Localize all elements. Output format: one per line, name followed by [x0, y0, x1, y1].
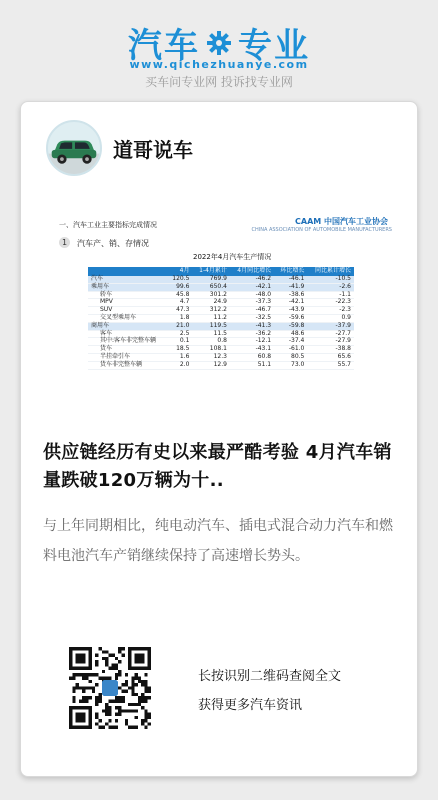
brand-title-left: 汽车 [128, 26, 200, 66]
green-car-avatar-icon [48, 122, 100, 174]
table-cell: MPV [88, 299, 167, 307]
table-cell: 769.9 [192, 276, 229, 283]
table-cell: -12.1 [230, 338, 274, 346]
table-cell: 轿车 [88, 291, 167, 299]
table-cell: 99.6 [167, 283, 193, 291]
table-cell: 73.0 [274, 361, 307, 369]
table-cell: -38.6 [274, 291, 307, 299]
table-row [88, 361, 354, 369]
table-header-cell: 1-4月累计 [192, 267, 229, 276]
table-row [88, 322, 354, 330]
table-cell: 120.5 [167, 276, 193, 283]
table-cell: SUV [88, 307, 167, 315]
table-cell: 119.5 [192, 322, 229, 330]
qr-code-icon[interactable] [69, 647, 151, 729]
caam-logo-text: CHINA ASSOCIATION OF AUTOMOBILE MANUFACTURERS [251, 227, 392, 233]
gear-icon [206, 30, 232, 56]
table-cell: 货车非完整车辆 [88, 361, 167, 369]
table-cell: 11.5 [192, 330, 229, 338]
table-cell: -27.9 [307, 338, 354, 346]
table-cell: -42.1 [274, 299, 307, 307]
doc-table-title: 2022年4月汽车生产情况 [193, 253, 272, 261]
table-cell: 65.6 [307, 354, 354, 362]
table-header-cell: 同比累计增长 [307, 267, 354, 276]
table-cell: -37.4 [274, 338, 307, 346]
table-cell: 货车 [88, 346, 167, 354]
table-header-cell: 4月 [167, 267, 193, 276]
table-cell: 312.2 [192, 307, 229, 315]
table-cell: -61.0 [274, 346, 307, 354]
table-cell: -43.1 [230, 346, 274, 354]
qr-cta-line2: 获得更多汽车资讯 [198, 698, 303, 713]
table-cell: 0.9 [307, 315, 354, 323]
table-cell: 108.1 [192, 346, 229, 354]
brand-domain: www.qichezhuanye.com [129, 58, 309, 71]
table-cell: -37.3 [230, 299, 274, 307]
table-cell: 55.7 [307, 361, 354, 369]
brand-title-right: 专业 [238, 26, 310, 66]
table-cell: -59.8 [274, 322, 307, 330]
table-cell: 51.1 [230, 361, 274, 369]
table-cell: 0.8 [192, 338, 229, 346]
table-cell: -2.3 [307, 307, 354, 315]
article-cover-image[interactable] [43, 210, 398, 400]
table-cell: 汽车 [88, 276, 167, 283]
doc-subsection-title: 汽车产、销、存情况 [77, 239, 149, 248]
article-headline[interactable]: 供应链经历有史以来最严酷考验 4月汽车销量跌破120万辆为十.. [43, 442, 392, 491]
table-cell: -22.3 [307, 299, 354, 307]
qr-cta-line1: 长按识别二维码查阅全文 [198, 669, 342, 684]
table-cell: 客车 [88, 330, 167, 338]
caam-logo: CAAM 中国汽车工业协会 [295, 217, 388, 226]
table-cell: 24.9 [192, 299, 229, 307]
table-cell: -2.6 [307, 283, 354, 291]
table-cell: 12.3 [192, 354, 229, 362]
table-cell: 1.8 [167, 315, 193, 323]
table-cell: -46.1 [274, 276, 307, 283]
brand-slogan: 买车问专业网 投诉找专业网 [145, 75, 293, 89]
table-cell: 2.5 [167, 330, 193, 338]
table-cell: 2.0 [167, 361, 193, 369]
table-cell: -43.9 [274, 307, 307, 315]
table-cell: -36.2 [230, 330, 274, 338]
doc-number-badge: 1 [59, 237, 70, 248]
table-cell: -59.6 [274, 315, 307, 323]
table-cell: 301.2 [192, 291, 229, 299]
table-cell: 交叉型乘用车 [88, 315, 167, 323]
table-cell: -41.9 [274, 283, 307, 291]
table-cell: 1.6 [167, 354, 193, 362]
table-cell: -48.0 [230, 291, 274, 299]
author-avatar[interactable] [46, 120, 102, 176]
share-card [20, 101, 418, 777]
table-cell: 21.0 [167, 322, 193, 330]
table-header-cell: 4月同比增长 [230, 267, 274, 276]
table-cell: -27.7 [307, 330, 354, 338]
table-cell: 80.5 [274, 354, 307, 362]
table-cell: -42.1 [230, 283, 274, 291]
production-table [88, 267, 354, 370]
table-cell: 商用车 [88, 322, 167, 330]
table-cell: -32.5 [230, 315, 274, 323]
table-cell: 47.3 [167, 307, 193, 315]
table-cell: -46.7 [230, 307, 274, 315]
table-cell: -37.9 [307, 322, 354, 330]
table-cell: 18.5 [167, 346, 193, 354]
table-cell: -38.8 [307, 346, 354, 354]
table-cell: 45.8 [167, 291, 193, 299]
author-name[interactable]: 道哥说车 [113, 138, 193, 162]
article-summary: 与上年同期相比，纯电动汽车、插电式混合动力汽车和燃料电池汽车产销继续保持了高速增长势头。 [43, 518, 393, 564]
table-cell: 0.1 [167, 338, 193, 346]
table-header-cell: 环比增长 [274, 267, 307, 276]
table-cell: 60.8 [230, 354, 274, 362]
table-cell: -1.1 [307, 291, 354, 299]
table-cell: 48.6 [274, 330, 307, 338]
table-cell: 650.4 [192, 283, 229, 291]
doc-section-title: 一、汽车工业主要指标完成情况 [59, 221, 157, 229]
table-cell: 4.7 [167, 299, 193, 307]
brand-header [0, 0, 438, 100]
table-cell: 乘用车 [88, 283, 167, 291]
table-cell: 半挂牵引车 [88, 354, 167, 362]
table-cell: 12.9 [192, 361, 229, 369]
table-cell: -10.5 [307, 276, 354, 283]
table-cell: 11.2 [192, 315, 229, 323]
table-cell: -46.2 [230, 276, 274, 283]
table-cell: 其中:客车非完整车辆 [88, 338, 167, 346]
table-cell: -41.3 [230, 322, 274, 330]
